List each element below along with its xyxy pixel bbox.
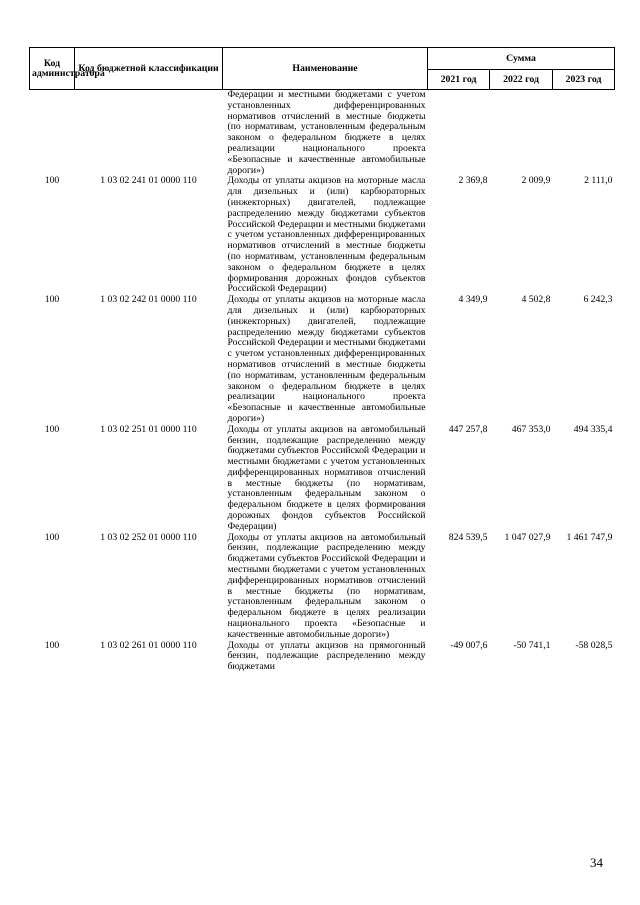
row-value-2021: -49 007,6 [450, 639, 488, 651]
row-budget-code [75, 90, 223, 177]
table-row [30, 641, 615, 673]
row-budget-code: 1 03 02 241 01 0000 110 [100, 175, 197, 187]
row-admin-code: 100 [44, 639, 60, 651]
row-value-2021 [428, 90, 490, 177]
document-page [29, 47, 614, 673]
row-name: Доходы от уплаты акцизов на автомобильный бензин, подлежащие распределению между бюджетами субъектов Российской Федерации и местными бюджетами с учетом установленных дифференцированных нормативов отчислений в местные бюджеты (по нормативам, установленным федеральным законом о федеральном бюджете в целях реализации национального проекта «Безопасные и качественные автомобильные дороги») [227, 531, 426, 640]
row-value-2022: 2 009,9 [521, 175, 551, 187]
row-value-2022: -50 741,1 [513, 639, 551, 651]
header-year-2021: 2021 год [428, 70, 490, 90]
row-admin-code: 100 [44, 423, 60, 435]
row-name: Доходы от уплаты акцизов на прямогонный бензин, подлежащие распределению между бюджетами [227, 639, 426, 673]
row-name: Федерации и местными бюджетами с учетом установленных дифференцированных нормативов отчислений в местные бюджеты (по нормативам, установленным федеральным законом о федеральном бюджете в целях реализации национального проекта «Безопасные и качественные автомобильные дороги») [227, 89, 426, 176]
row-value-2021: 824 539,5 [448, 531, 488, 543]
row-value-2023: 494 335,4 [573, 423, 613, 435]
header-admin-code: Код администратора [30, 48, 75, 90]
row-admin-code: 100 [44, 294, 60, 306]
row-budget-code: 1 03 02 242 01 0000 110 [100, 294, 197, 306]
header-year-2022: 2022 год [490, 70, 553, 90]
row-value-2022: 467 353,0 [511, 423, 551, 435]
table-row [30, 425, 615, 533]
row-value-2021: 447 257,8 [448, 423, 488, 435]
row-value-2021: 4 349,9 [458, 294, 488, 306]
row-name: Доходы от уплаты акцизов на моторные масла для дизельных и (или) карбюраторных (инжекторных) двигателей, подлежащие распределению между бюджетами субъектов Российской Федерации и местными бюджетами с учетом установленных дифференцированных нормативов отчислений в местные бюджеты (по нормативам, установленным федеральным законом о федеральном бюджете в целях формирования дорожных фондов субъектов Российской Федерации) [227, 175, 426, 295]
header-year-2023: 2023 год [553, 70, 615, 90]
header-name: Наименование [223, 48, 428, 90]
header-budget-code: Код бюджетной классификации [75, 48, 223, 90]
row-budget-code: 1 03 02 252 01 0000 110 [100, 531, 197, 543]
row-value-2022: 4 502,8 [521, 294, 551, 306]
table-row [30, 533, 615, 641]
row-value-2022 [490, 90, 553, 177]
row-admin-code: 100 [44, 175, 60, 187]
row-value-2023: 6 242,3 [583, 294, 613, 306]
page-number: 34 [590, 855, 603, 870]
row-budget-code: 1 03 02 261 01 0000 110 [100, 639, 197, 651]
row-value-2023: 1 461 747,9 [566, 531, 613, 543]
table-row [30, 90, 615, 177]
row-value-2023: 2 111,0 [584, 175, 613, 187]
row-value-2022: 1 047 027,9 [504, 531, 551, 543]
revenue-table [29, 47, 615, 673]
row-admin-code: 100 [44, 531, 60, 543]
row-budget-code: 1 03 02 251 01 0000 110 [100, 423, 197, 435]
row-value-2023: -58 028,5 [575, 639, 613, 651]
table-row [30, 295, 615, 425]
table-row [30, 176, 615, 295]
header-sum: Сумма [428, 48, 615, 70]
row-name: Доходы от уплаты акцизов на моторные масла для дизельных и (или) карбюраторных (инжекторных) двигателей, подлежащие распределению между бюджетами субъектов Российской Федерации и местными бюджетами с учетом установленных дифференцированных нормативов отчислений в местные бюджеты (по нормативам, установленным федеральным законом о федеральном бюджете в целях реализации национального проекта «Безопасные и качественные автомобильные дороги») [227, 294, 426, 424]
row-value-2021: 2 369,8 [458, 175, 488, 187]
row-name: Доходы от уплаты акцизов на автомобильный бензин, подлежащие распределению между бюджетами субъектов Российской Федерации и местными бюджетами с учетом установленных дифференцированных нормативов отчислений в местные бюджеты (по нормативам, установленным федеральным законом о федеральном бюджете в целях формирования дорожных фондов субъектов Российской Федерации) [227, 423, 426, 532]
row-value-2023 [553, 90, 615, 177]
row-admin-code [30, 90, 75, 177]
